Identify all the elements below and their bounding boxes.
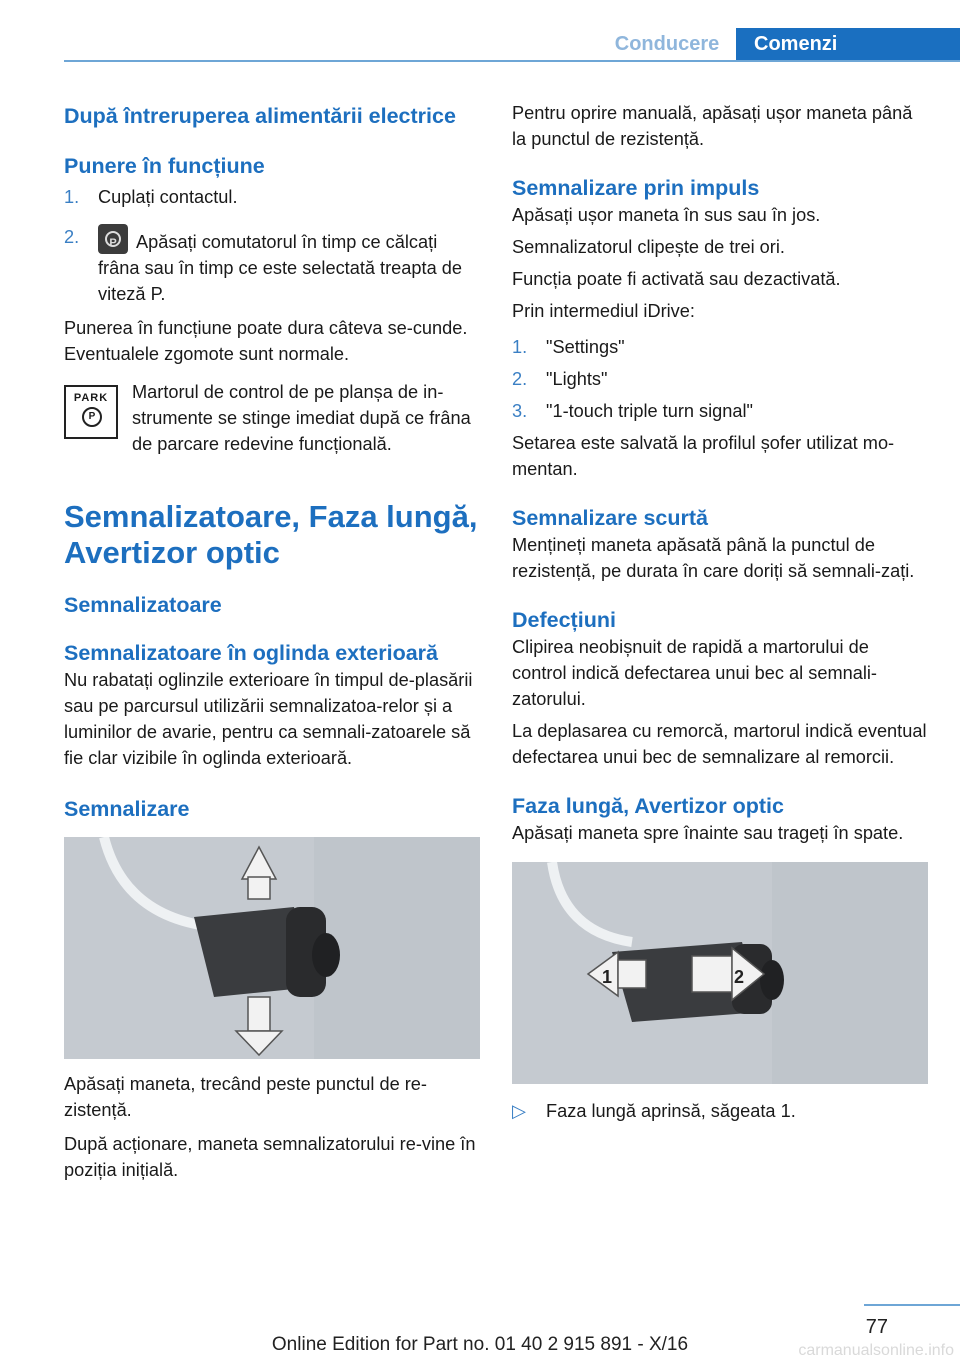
left-column	[64, 100, 480, 1183]
paragraph-mirror: Nu rabatați oglinzile exterioare în timpul de‐plasării sau pe parcursul utilizării semnalizatoa‐relor și a luminilor de avarie, pentru ca semnali‐zatoarele să fie clar vizibile în oglinda exterioară.	[64, 670, 473, 768]
list-item	[512, 366, 928, 392]
list-text: "Lights"	[546, 369, 608, 389]
bullet-triangle-icon: ▷	[512, 1101, 526, 1121]
heading-turn-signals: Semnalizatoare	[64, 593, 222, 617]
list-number: 1.	[64, 187, 80, 207]
heading-section: Semnalizatoare, Faza lungă, Avertizor optic	[64, 499, 478, 570]
list-text: "1-touch triple turn signal"	[546, 401, 754, 421]
list-item	[64, 224, 480, 307]
heading-operation: Punere în funcțiune	[64, 154, 265, 178]
arrow-label-1: 1	[602, 967, 613, 987]
heading-faults: Defecțiuni	[512, 608, 616, 632]
paragraph-high-beam: Apăsați maneta spre înainte sau trageți în spate.	[512, 823, 904, 843]
parking-brake-button-icon: P	[98, 224, 128, 254]
paragraph-impulse-3: Funcția poate fi activată sau dezactivată.	[512, 269, 841, 289]
list-item	[512, 398, 928, 424]
page-number: 77	[865, 1316, 888, 1338]
paragraph-impulse-1: Apăsați ușor maneta în sus sau în jos.	[512, 205, 821, 225]
paragraph-manual: Pentru oprire manuală, apăsați ușor maneta până la punctul de rezistență.	[512, 103, 913, 149]
list-text: "Settings"	[546, 337, 625, 357]
turn-signal-lever-figure	[64, 837, 480, 1059]
heading-after-power: După întreruperea alimentării electrice	[64, 104, 456, 128]
tab-conducere[interactable]: Conducere	[614, 33, 720, 55]
tab-comenzi[interactable]: Comenzi	[736, 28, 960, 60]
list-number: 2.	[512, 369, 528, 389]
paragraph-faults-2: La deplasarea cu remorcă, martorul indică eventual defectarea unui bec de semnalizare al remorcii.	[512, 721, 927, 767]
note-block	[64, 379, 480, 457]
list-item	[512, 334, 928, 360]
heading-mirror-signals: Semnalizatoare în oglinda exterioară	[64, 641, 438, 665]
paragraph-press: Apăsați maneta, trecând peste punctul de re‐zistență.	[64, 1074, 427, 1120]
paragraph-duration: Punerea în funcțiune poate dura câteva se‐cunde. Eventualele zgomote sunt normale.	[64, 318, 468, 364]
watermark: carmanualsonline.info	[798, 1342, 954, 1359]
heading-short-signal: Semnalizare scurtă	[512, 506, 708, 530]
list-text: Cuplați contactul.	[98, 187, 238, 207]
park-indicator-icon: PARK P	[64, 385, 118, 439]
high-beam-illustration	[512, 862, 928, 1084]
heading-high-beam: Faza lungă, Avertizor optic	[512, 794, 784, 818]
paragraph-return: După acționare, maneta semnalizatorului re‐vine în poziția inițială.	[64, 1134, 476, 1180]
list-item	[64, 184, 480, 210]
edition-footer: Online Edition for Part no. 01 40 2 915 891 - X/16	[271, 1334, 689, 1355]
list-number: 3.	[512, 401, 528, 421]
page-number-rule	[864, 1304, 960, 1306]
paragraph-faults-1: Clipirea neobișnuit de rapidă a martorului de control indică defectarea unui bec al semnali‐zatorului.	[512, 637, 877, 709]
paragraph-idrive: Prin intermediul iDrive:	[512, 301, 695, 321]
list-number: 1.	[512, 337, 528, 357]
arrow-label-2: 2	[734, 967, 745, 987]
header-rule	[64, 60, 960, 62]
paragraph-saved: Setarea este salvată la profilul șofer utilizat mo‐mentan.	[512, 433, 895, 479]
list-text: Apăsați comutatorul în timp ce călcați frâna sau în timp ce este selectată treapta de viteză P.	[98, 232, 462, 304]
lever-illustration	[64, 837, 480, 1059]
heading-signal: Semnalizare	[64, 797, 190, 821]
bullet-item	[512, 1098, 928, 1124]
steps-list	[64, 184, 480, 307]
list-number: 2.	[64, 227, 80, 247]
paragraph-impulse-2: Semnalizatorul clipește de trei ori.	[512, 237, 785, 257]
high-beam-lever-figure	[512, 862, 928, 1084]
bullet-text: Faza lungă aprinsă, săgeata 1.	[546, 1101, 796, 1121]
paragraph-short: Mențineți maneta apăsată până la punctul de rezistență, pe durata în care doriți să semnali‐zați.	[512, 535, 915, 581]
right-column	[512, 100, 928, 1124]
heading-impulse: Semnalizare prin impuls	[512, 176, 760, 200]
idrive-steps-list	[512, 334, 928, 424]
note-text: Martorul de control de pe planșa de in‐strumente se stinge imediat după ce frâna de parcare redevine funcțională.	[132, 382, 471, 454]
